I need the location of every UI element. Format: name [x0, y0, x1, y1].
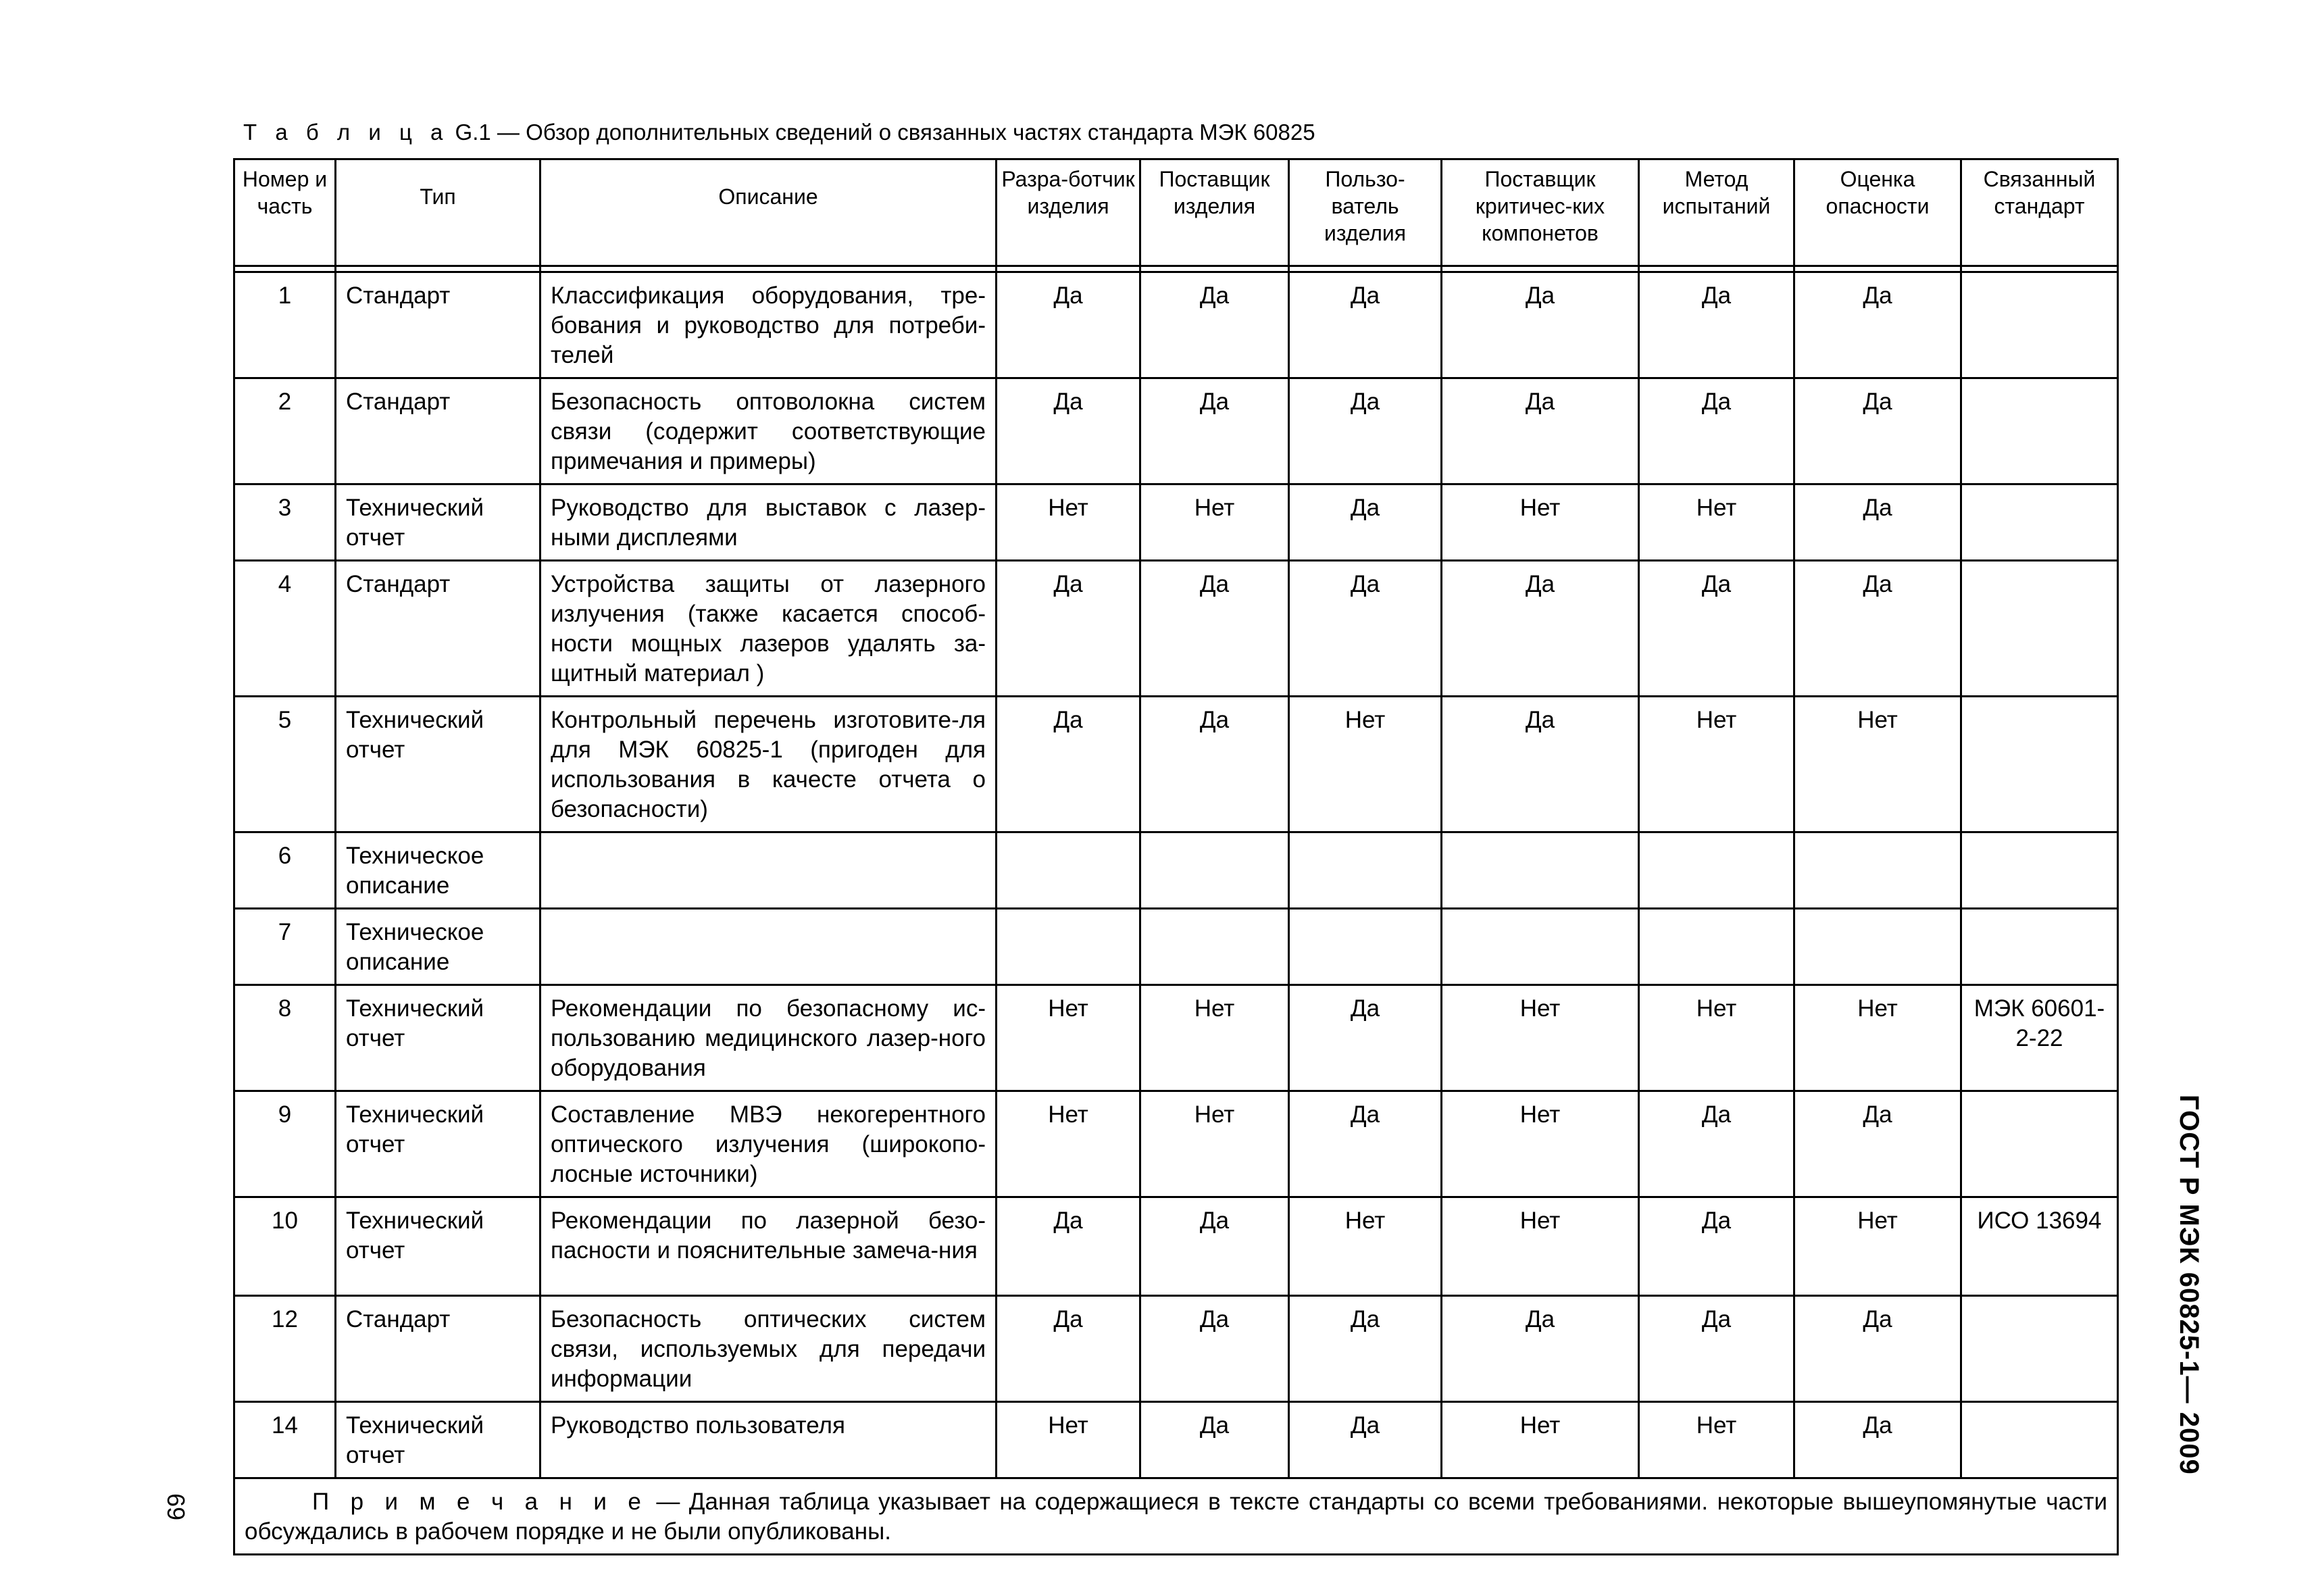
row-number: 12 — [234, 1296, 336, 1402]
row-description: Устройства защиты от лазерного излучения (также касается способ-ности мощных лазеров удалять за-щитный материал ) — [540, 561, 997, 697]
cell-critical-supplier — [1442, 832, 1639, 909]
row-number: 5 — [234, 697, 336, 832]
header-separator — [234, 266, 2118, 272]
cell-test-method: Да — [1639, 378, 1794, 484]
cell-related-standard — [1961, 561, 2118, 697]
cell-test-method — [1639, 832, 1794, 909]
cell-developer: Да — [997, 272, 1140, 378]
row-number: 9 — [234, 1091, 336, 1197]
header-related-standard: Связанный стандарт — [1961, 159, 2118, 266]
cell-user — [1289, 832, 1442, 909]
row-description: Рекомендации по лазерной безо-пасности и пояснительные замеча-ния — [540, 1197, 997, 1296]
header-critical-supplier: Поставщик критичес-ких компонетов — [1442, 159, 1639, 266]
table-caption-label: Т а б л и ц а — [243, 120, 449, 145]
cell-critical-supplier: Да — [1442, 272, 1639, 378]
cell-developer — [997, 832, 1140, 909]
cell-related-standard — [1961, 1296, 2118, 1402]
row-description: Контрольный перечень изготовите-ля для МЭК 60825-1 (пригоден для использования в качесте отчета о безопасности) — [540, 697, 997, 832]
cell-developer: Да — [997, 1296, 1140, 1402]
row-description: Составление МВЭ некогерентного оптического излучения (широкопо-лосные источники) — [540, 1091, 997, 1197]
row-number: 1 — [234, 272, 336, 378]
cell-supplier: Да — [1140, 1296, 1289, 1402]
cell-supplier: Да — [1140, 1402, 1289, 1478]
row-description: Рекомендации по безопасному ис-пользованию медицинского лазер-ного оборудования — [540, 985, 997, 1091]
cell-critical-supplier: Нет — [1442, 1091, 1639, 1197]
header-supplier: Поставщик изделия — [1140, 159, 1289, 266]
cell-related-standard — [1961, 832, 2118, 909]
row-number: 10 — [234, 1197, 336, 1296]
cell-related-standard — [1961, 1402, 2118, 1478]
cell-user: Да — [1289, 1402, 1442, 1478]
row-number: 7 — [234, 909, 336, 985]
table-row — [234, 832, 2118, 909]
cell-test-method: Нет — [1639, 1402, 1794, 1478]
page-number — [162, 1460, 213, 1521]
row-description: Руководство для выставок с лазер-ными дисплеями — [540, 484, 997, 561]
cell-developer: Нет — [997, 1402, 1140, 1478]
row-type: Стандарт — [336, 378, 540, 484]
table-row — [234, 561, 2118, 697]
cell-test-method: Нет — [1639, 484, 1794, 561]
cell-related-standard — [1961, 697, 2118, 832]
table-row — [234, 484, 2118, 561]
cell-developer: Да — [997, 697, 1140, 832]
table-caption-text: G.1 — Обзор дополнительных сведений о связанных частях стандарта МЭК 60825 — [455, 120, 1315, 145]
row-type: Техническое описание — [336, 832, 540, 909]
table-note — [234, 1478, 2118, 1555]
header-type: Тип — [336, 159, 540, 266]
table-row — [234, 697, 2118, 832]
cell-supplier: Да — [1140, 1197, 1289, 1296]
row-type: Стандарт — [336, 1296, 540, 1402]
row-type: Технический отчет — [336, 697, 540, 832]
note-text: — Данная таблица указывает на содержащиеся в тексте стандарты со всеми требованиями. некоторые вышеупомянутые части обсуждались в рабочем порядке и не были опубликованы. — [245, 1489, 2108, 1545]
note-label: П р и м е ч а н и е — [312, 1489, 647, 1515]
cell-user: Да — [1289, 1296, 1442, 1402]
cell-risk-assessment — [1794, 832, 1961, 909]
cell-risk-assessment: Да — [1794, 378, 1961, 484]
row-type: Технический отчет — [336, 985, 540, 1091]
cell-developer — [997, 909, 1140, 985]
cell-critical-supplier: Да — [1442, 697, 1639, 832]
row-type: Технический отчет — [336, 1402, 540, 1478]
cell-supplier — [1140, 909, 1289, 985]
table-row — [234, 1091, 2118, 1197]
cell-related-standard — [1961, 1091, 2118, 1197]
cell-related-standard: ИСО 13694 — [1961, 1197, 2118, 1296]
cell-developer: Нет — [997, 484, 1140, 561]
table-row — [234, 1402, 2118, 1478]
cell-user: Нет — [1289, 697, 1442, 832]
table-row — [234, 1197, 2118, 1296]
row-description: Безопасность оптических систем связи, используемых для передачи информации — [540, 1296, 997, 1402]
row-type: Техническое описание — [336, 909, 540, 985]
header-user: Пользо-ватель изделия — [1289, 159, 1442, 266]
cell-risk-assessment: Да — [1794, 272, 1961, 378]
row-number: 14 — [234, 1402, 336, 1478]
cell-related-standard — [1961, 272, 2118, 378]
cell-user: Да — [1289, 378, 1442, 484]
table-row — [234, 1296, 2118, 1402]
row-number: 4 — [234, 561, 336, 697]
row-number: 3 — [234, 484, 336, 561]
row-description: Классификация оборудования, тре-бования и руководство для потреби-телей — [540, 272, 997, 378]
table-body — [234, 266, 2118, 1478]
cell-critical-supplier: Да — [1442, 378, 1639, 484]
cell-user: Нет — [1289, 1197, 1442, 1296]
cell-risk-assessment: Да — [1794, 1402, 1961, 1478]
cell-risk-assessment — [1794, 909, 1961, 985]
table-row — [234, 909, 2118, 985]
cell-supplier: Да — [1140, 378, 1289, 484]
cell-related-standard — [1961, 909, 2118, 985]
cell-critical-supplier: Нет — [1442, 985, 1639, 1091]
cell-user: Да — [1289, 1091, 1442, 1197]
row-type: Технический отчет — [336, 484, 540, 561]
cell-critical-supplier: Да — [1442, 1296, 1639, 1402]
header-developer: Разра-ботчик изделия — [997, 159, 1140, 266]
cell-critical-supplier: Нет — [1442, 1197, 1639, 1296]
cell-user: Да — [1289, 484, 1442, 561]
cell-risk-assessment: Да — [1794, 1296, 1961, 1402]
cell-related-standard — [1961, 378, 2118, 484]
cell-related-standard — [1961, 484, 2118, 561]
row-description — [540, 909, 997, 985]
table-row — [234, 272, 2118, 378]
cell-risk-assessment: Нет — [1794, 985, 1961, 1091]
cell-supplier — [1140, 832, 1289, 909]
cell-test-method — [1639, 909, 1794, 985]
header-test-method: Метод испытаний — [1639, 159, 1794, 266]
row-description: Руководство пользователя — [540, 1402, 997, 1478]
cell-supplier: Да — [1140, 561, 1289, 697]
cell-user — [1289, 909, 1442, 985]
cell-user: Да — [1289, 272, 1442, 378]
row-type: Стандарт — [336, 272, 540, 378]
page-number-text: 69 — [162, 1493, 190, 1521]
cell-critical-supplier: Нет — [1442, 484, 1639, 561]
row-number: 2 — [234, 378, 336, 484]
table-row — [234, 378, 2118, 484]
cell-critical-supplier: Нет — [1442, 1402, 1639, 1478]
table-row — [234, 985, 2118, 1091]
header-number: Номер и часть — [234, 159, 336, 266]
cell-risk-assessment: Нет — [1794, 1197, 1961, 1296]
cell-test-method: Да — [1639, 272, 1794, 378]
cell-test-method: Нет — [1639, 697, 1794, 832]
row-type: Стандарт — [336, 561, 540, 697]
cell-developer: Нет — [997, 985, 1140, 1091]
cell-test-method: Да — [1639, 1197, 1794, 1296]
document-side-title — [2174, 1095, 2228, 1473]
row-type: Технический отчет — [336, 1091, 540, 1197]
cell-developer: Да — [997, 1197, 1140, 1296]
cell-test-method: Нет — [1639, 985, 1794, 1091]
cell-risk-assessment: Нет — [1794, 697, 1961, 832]
cell-supplier: Нет — [1140, 484, 1289, 561]
cell-supplier: Нет — [1140, 985, 1289, 1091]
row-number: 6 — [234, 832, 336, 909]
cell-risk-assessment: Да — [1794, 1091, 1961, 1197]
row-description: Безопасность оптоволокна систем связи (содержит соответствующие примечания и примеры) — [540, 378, 997, 484]
row-type: Технический отчет — [336, 1197, 540, 1296]
cell-user: Да — [1289, 561, 1442, 697]
cell-test-method: Да — [1639, 1091, 1794, 1197]
cell-risk-assessment: Да — [1794, 484, 1961, 561]
header-description: Описание — [540, 159, 997, 266]
cell-risk-assessment: Да — [1794, 561, 1961, 697]
row-description — [540, 832, 997, 909]
cell-supplier: Да — [1140, 272, 1289, 378]
table-caption — [243, 119, 1315, 146]
row-number: 8 — [234, 985, 336, 1091]
cell-developer: Нет — [997, 1091, 1140, 1197]
cell-developer: Да — [997, 561, 1140, 697]
cell-test-method: Да — [1639, 561, 1794, 697]
cell-user: Да — [1289, 985, 1442, 1091]
standards-table — [233, 158, 2119, 1555]
cell-supplier: Нет — [1140, 1091, 1289, 1197]
cell-related-standard: МЭК 60601-2-22 — [1961, 985, 2118, 1091]
cell-critical-supplier: Да — [1442, 561, 1639, 697]
cell-critical-supplier — [1442, 909, 1639, 985]
side-title-text: ГОСТ Р МЭК 60825-1— 2009 — [2174, 1095, 2204, 1475]
header-risk-assessment: Оценка опасности — [1794, 159, 1961, 266]
cell-test-method: Да — [1639, 1296, 1794, 1402]
cell-developer: Да — [997, 378, 1140, 484]
cell-supplier: Да — [1140, 697, 1289, 832]
